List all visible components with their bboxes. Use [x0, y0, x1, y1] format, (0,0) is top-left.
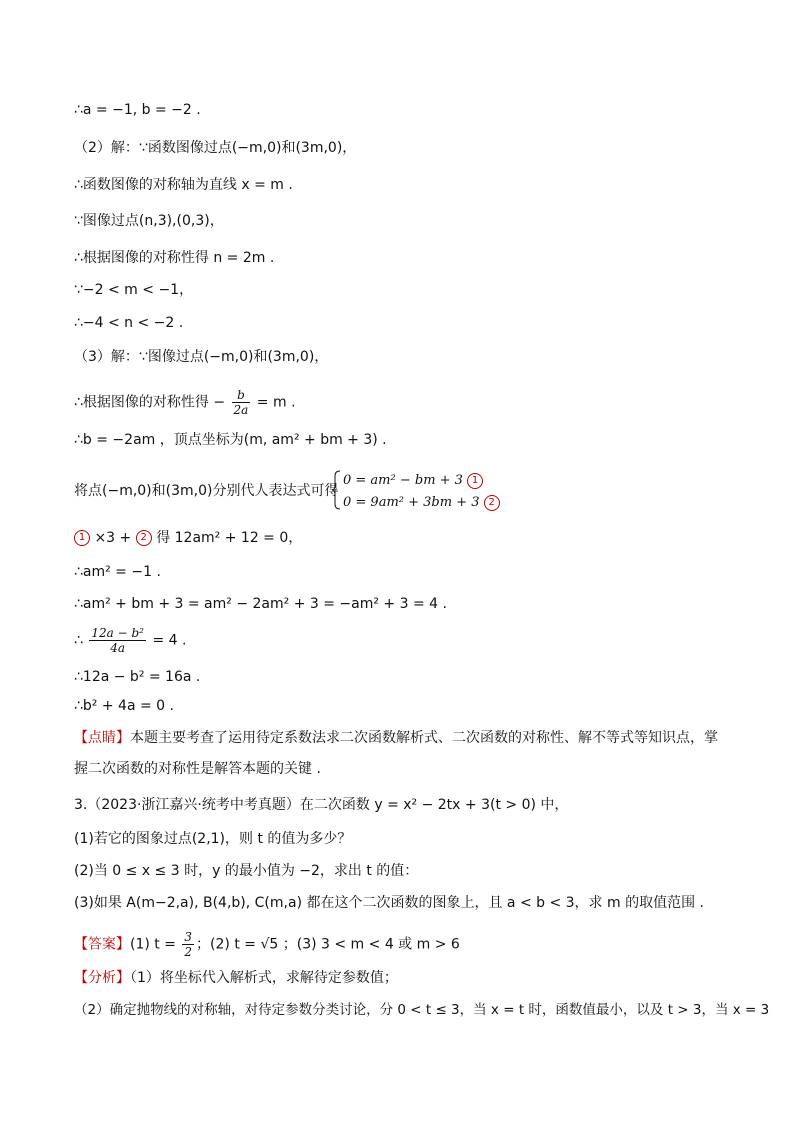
- question-part: (1)若它的图象过点(2,1)，则 t 的值为多少？: [74, 831, 352, 847]
- equation-1: 0 = am² − bm + 3: [343, 473, 463, 488]
- fraction-denominator: 2a: [233, 403, 249, 417]
- text-segment: = 4 .: [152, 632, 187, 649]
- text-line: ∴am² + bm + 3 = am² − 2am² + 3 = −am² + 3 = 4 .: [74, 596, 447, 612]
- answer-line: [74, 930, 460, 959]
- text-line: 将点(−m,0)和(3m,0)分别代人表达式可得: [74, 483, 339, 499]
- answer-text: ；(2) t = √5 ；(3) 3 < m < 4 或 m > 6: [196, 936, 460, 953]
- circled-number-2-icon: 2: [136, 530, 152, 546]
- circled-number-1-icon: 1: [74, 530, 90, 546]
- analysis-text: （1）将坐标代入解析式，求解待定参数值；: [130, 970, 398, 986]
- analysis-line: [74, 968, 398, 988]
- left-brace-icon: [331, 470, 341, 510]
- fraction-numerator: 12a − b²: [91, 626, 144, 640]
- text-line: ∵−2 < m < −1，: [74, 282, 194, 298]
- text-line-with-fraction: [74, 388, 296, 417]
- fraction: [182, 930, 194, 959]
- comment-line: [74, 728, 718, 748]
- text-line: ∴−4 < n < −2 .: [74, 315, 184, 331]
- question-title: 3.（2023·浙江嘉兴·统考中考真题）在二次函数 y = x² − 2tx + 3(t > 0) 中，: [74, 797, 569, 813]
- comment-text: 本题主要考查了运用待定系数法求二次函数解析式、二次函数的对称性、解不等式等知识点，掌: [130, 730, 718, 746]
- fraction: [89, 626, 146, 655]
- circled-number-1-icon: 1: [467, 473, 483, 489]
- text-segment: ×3 +: [94, 530, 132, 546]
- text-line: ∴a = −1, b = −2 .: [74, 102, 201, 118]
- fraction-denominator: 4a: [110, 641, 126, 655]
- question-part: (3)如果 A(m−2,a), B(4,b), C(m,a) 都在这个二次函数的图象上，且 a < b < 3，求 m 的取值范围 .: [74, 895, 704, 911]
- text-line: ∴12a − b² = 16a .: [74, 669, 201, 685]
- text-line: ∴b = −2am ，顶点坐标为(m, am² + bm + 3) .: [74, 432, 387, 448]
- fraction: [232, 388, 251, 417]
- answer-text: (1) t =: [130, 936, 176, 953]
- text-line: 握二次函数的对称性是解答本题的关键 .: [74, 761, 321, 777]
- text-line: （2）确定抛物线的对称轴，对待定参数分类讨论，分 0 < t ≤ 3，当 x = t 时，函数值最小，以及 t > 3，当 x = 3: [74, 1002, 770, 1018]
- text-line: [74, 528, 302, 548]
- fraction-denominator: 2: [184, 945, 193, 959]
- fraction-numerator: 3: [184, 930, 193, 944]
- text-line: ∴b² + 4a = 0 .: [74, 698, 174, 714]
- circled-number-2-icon: 2: [484, 495, 500, 511]
- text-line: ∴函数图像的对称轴为直线 x = m .: [74, 177, 293, 193]
- question-part: (2)当 0 ≤ x ≤ 3 时，y 的最小值为 −2，求出 t 的值：: [74, 863, 419, 879]
- fraction-numerator: b: [232, 388, 251, 403]
- text-line: （3）解：∵图像过点(−m,0)和(3m,0)，: [74, 349, 329, 365]
- equation-system-row: [343, 494, 500, 512]
- text-line: ∴am² = −1 .: [74, 564, 161, 580]
- text-segment: ∴: [74, 632, 83, 649]
- equation-2: 0 = 9am² + 3bm + 3: [343, 495, 480, 510]
- text-segment: 得 12am² + 12 = 0，: [156, 530, 303, 546]
- analysis-tag: 【分析】: [74, 970, 130, 986]
- comment-tag: 【点睛】: [74, 730, 130, 746]
- text-line: （2）解：∵函数图像过点(−m,0)和(3m,0)，: [74, 140, 357, 156]
- answer-tag: 【答案】: [74, 936, 130, 953]
- equation-system-row: [343, 472, 483, 490]
- text-segment: ∴根据图像的对称性得 −: [74, 394, 226, 411]
- text-line: ∵图像过点(n,3),(0,3)，: [74, 213, 224, 229]
- text-segment: = m .: [256, 394, 296, 411]
- text-line: ∴根据图像的对称性得 n = 2m .: [74, 250, 275, 266]
- text-line-with-fraction: [74, 626, 186, 655]
